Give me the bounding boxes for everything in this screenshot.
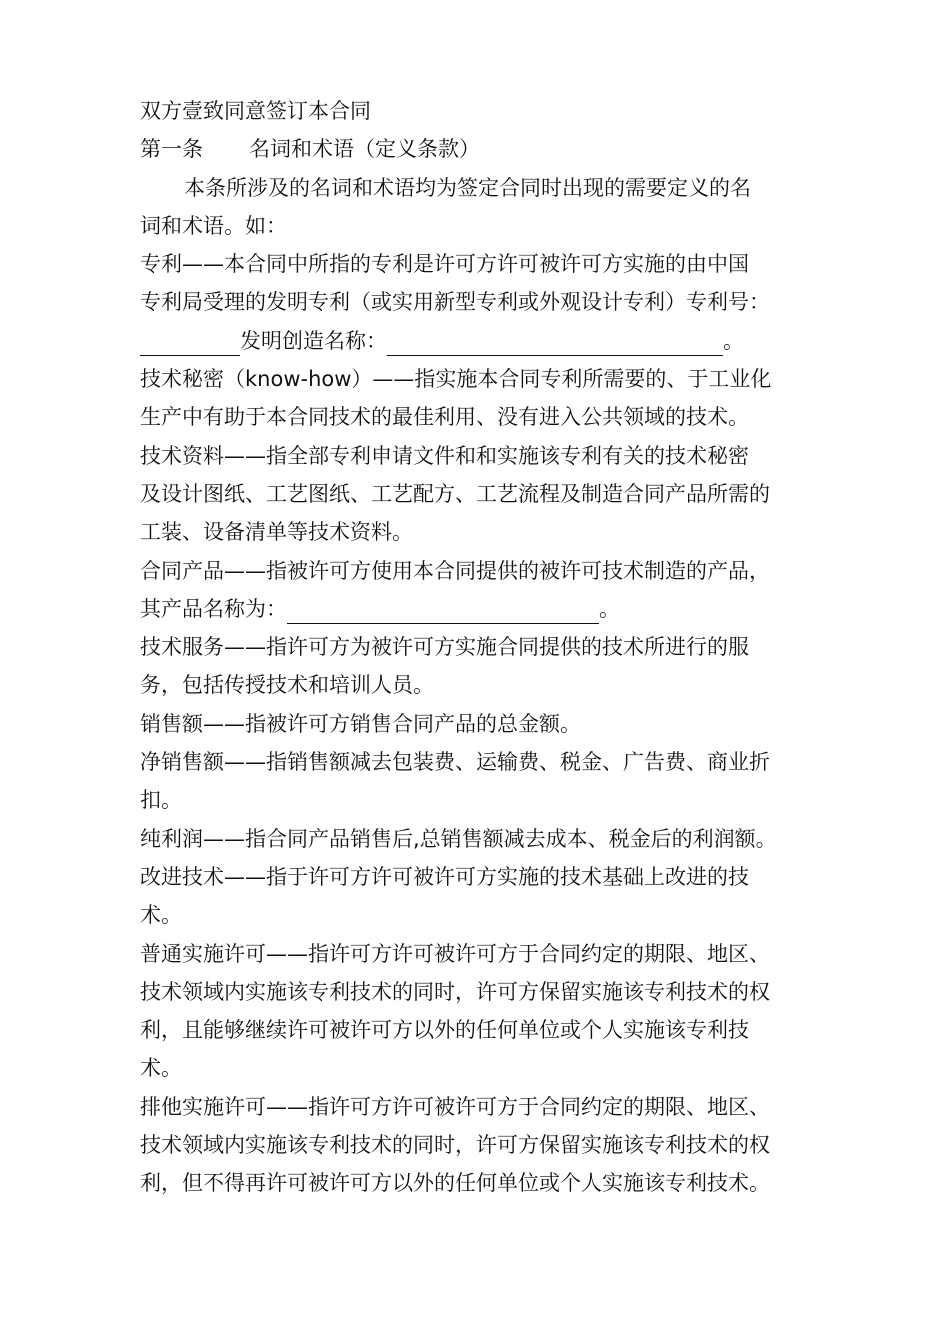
service-line: 技术服务——指许可方为被许可方实施合同提供的技术所进行的服 <box>140 635 749 660</box>
exclusive-license-line: 排他实施许可——指许可方许可被许可方于合同约定的期限、地区、 <box>140 1094 770 1119</box>
tech-data-line: 技术资料——指全部专利申请文件和和实施该专利有关的技术秘密 <box>140 443 749 468</box>
patent-definition-line: 专利局受理的发明专利（或实用新型专利或外观设计专利）专利号： <box>140 290 770 315</box>
contract-text <box>140 92 830 1203</box>
article-heading <box>140 130 830 168</box>
sales-line: 销售额——指被许可方销售合同产品的总金额。 <box>140 711 581 736</box>
product-name-label: 其产品名称为： <box>140 596 287 621</box>
improvement-line: 术。 <box>140 903 182 928</box>
general-license-line: 利，且能够继续许可被许可方以外的任何单位或个人实施该专利技 <box>140 1018 749 1043</box>
know-how-line: 生产中有助于本合同技术的最佳利用、没有进入公共领域的技术。 <box>140 405 749 430</box>
product-name-blank <box>287 597 599 624</box>
end-mark: 。 <box>599 596 620 621</box>
general-license-line: 术。 <box>140 1056 182 1081</box>
intro-line: 双方壹致同意签订本合同 <box>140 99 371 123</box>
profit-line: 纯利润——指合同产品销售后,总销售额减去成本、税金后的利润额。 <box>140 826 777 851</box>
exclusive-license-line: 技术领域内实施该专利技术的同时，许可方保留实施该专利技术的权 <box>140 1133 770 1158</box>
net-sales-line: 净销售额——指销售额减去包装费、运输费、税金、广告费、商业折 <box>140 750 770 775</box>
product-line: 合同产品——指被许可方使用本合同提供的被许可技术制造的产品， <box>140 558 770 583</box>
tech-data-line: 及设计图纸、工艺图纸、工艺配方、工艺流程及制造合同产品所需的 <box>140 481 770 506</box>
general-license-line: 普通实施许可——指许可方许可被许可方于合同约定的期限、地区、 <box>140 941 770 966</box>
product-name-line <box>140 590 830 628</box>
end-mark: 。 <box>723 328 744 353</box>
patent-number-blank <box>140 329 240 356</box>
invention-name-blank <box>387 329 723 356</box>
know-how-line: 技术秘密（know-how）——指实施本合同专利所需要的、于工业化 <box>140 367 772 392</box>
invention-name-label: 发明创造名称： <box>240 328 387 353</box>
net-sales-line: 扣。 <box>140 788 182 813</box>
article-number: 第一条 <box>140 137 203 162</box>
preamble-line: 词和术语。如： <box>140 213 287 238</box>
patent-definition-line: 专利——本合同中所指的专利是许可方许可被许可方实施的由中国 <box>140 252 749 277</box>
preamble-line: 本条所涉及的名词和术语均为签定合同时出现的需要定义的名 <box>184 175 751 200</box>
tech-data-line: 工装、设备清单等技术资料。 <box>140 520 413 545</box>
service-line: 务，包括传授技术和培训人员。 <box>140 673 434 698</box>
general-license-line: 技术领域内实施该专利技术的同时，许可方保留实施该专利技术的权 <box>140 979 770 1004</box>
article-title: 名词和术语（定义条款） <box>249 137 480 162</box>
exclusive-license-line: 利，但不得再许可被许可方以外的任何单位或个人实施该专利技术。 <box>140 1171 770 1196</box>
patent-blanks-line <box>140 322 830 360</box>
improvement-line: 改进技术——指于许可方许可被许可方实施的技术基础上改进的技 <box>140 864 749 889</box>
